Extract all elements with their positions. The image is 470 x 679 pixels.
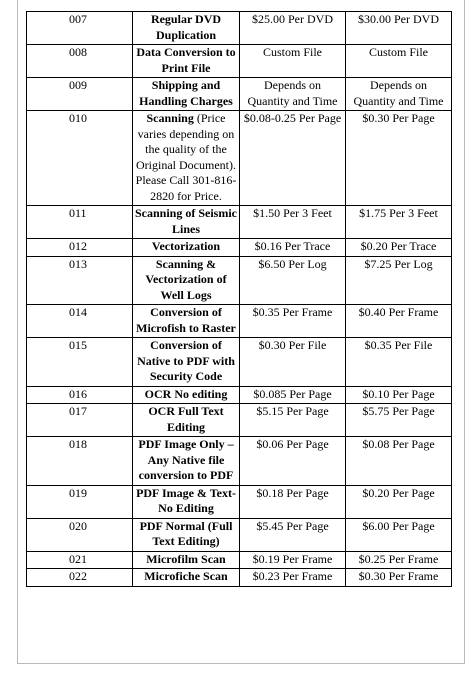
service-name: Scanning — [146, 111, 194, 125]
price-a: $0.085 Per Page — [240, 386, 346, 404]
price-a: $0.18 Per Page — [240, 485, 346, 518]
price-b: $1.75 Per 3 Feet — [346, 206, 452, 239]
table-row — [27, 518, 452, 551]
price-a: Custom File — [240, 45, 346, 78]
price-b: $0.30 Per Page — [346, 111, 452, 206]
service-cell — [133, 518, 240, 551]
item-code: 007 — [27, 12, 133, 45]
price-b: Depends on Quantity and Time — [346, 78, 452, 111]
service-name: OCR No editing — [144, 386, 228, 401]
service-name: PDF Image Only – Any Native file conversion to PDF — [138, 437, 234, 482]
price-table — [26, 11, 452, 587]
price-b: $0.10 Per Page — [346, 386, 452, 404]
price-a: $0.16 Per Trace — [240, 239, 346, 257]
service-name: Shipping and Handling Charges — [139, 78, 233, 108]
item-code: 017 — [27, 404, 133, 437]
price-table-body — [27, 12, 452, 587]
price-b: $0.08 Per Page — [346, 437, 452, 486]
service-cell — [133, 111, 240, 206]
table-row — [27, 305, 452, 338]
service-cell — [133, 404, 240, 437]
price-a: $1.50 Per 3 Feet — [240, 206, 346, 239]
price-a: $0.30 Per File — [240, 338, 346, 387]
table-row — [27, 386, 452, 404]
table-row — [27, 239, 452, 257]
item-code: 015 — [27, 338, 133, 387]
price-b: $0.40 Per Frame — [346, 305, 452, 338]
table-row — [27, 404, 452, 437]
service-name: Conversion of Microfish to Raster — [136, 305, 236, 335]
service-name: PDF Image & Text-No Editing — [136, 485, 236, 515]
table-row — [27, 569, 452, 587]
price-a: $0.23 Per Frame — [240, 569, 346, 587]
service-name: Scanning & Vectorization of Well Logs — [145, 256, 227, 302]
table-row — [27, 12, 452, 45]
service-cell — [133, 569, 240, 587]
service-cell — [133, 256, 240, 305]
item-code: 020 — [27, 518, 133, 551]
table-row — [27, 78, 452, 111]
price-b: $0.25 Per Frame — [346, 551, 452, 569]
price-b: $0.30 Per Frame — [346, 569, 452, 587]
service-name: Microfilm Scan — [146, 551, 226, 566]
service-name: Conversion of Native to PDF with Security Code — [137, 338, 235, 383]
table-row — [27, 338, 452, 387]
price-b: $0.20 Per Page — [346, 485, 452, 518]
service-name: Vectorization — [151, 239, 221, 253]
item-code: 019 — [27, 485, 133, 518]
service-name: Data Conversion to Print File — [136, 45, 236, 75]
service-name: Scanning of Seismic Lines — [135, 206, 238, 236]
price-a: $5.45 Per Page — [240, 518, 346, 551]
service-cell — [133, 206, 240, 239]
table-row — [27, 256, 452, 305]
table-row — [27, 437, 452, 486]
table-row — [27, 111, 452, 206]
service-cell — [133, 485, 240, 518]
table-row — [27, 485, 452, 518]
service-cell — [133, 12, 240, 45]
table-row — [27, 206, 452, 239]
price-a: $0.06 Per Page — [240, 437, 346, 486]
item-code: 018 — [27, 437, 133, 486]
item-code: 009 — [27, 78, 133, 111]
price-b: $6.00 Per Page — [346, 518, 452, 551]
service-name: Microfiche Scan — [144, 569, 228, 583]
item-code: 008 — [27, 45, 133, 78]
price-a: $5.15 Per Page — [240, 404, 346, 437]
price-b: $7.25 Per Log — [346, 256, 452, 305]
price-a: $0.19 Per Frame — [240, 551, 346, 569]
service-cell — [133, 338, 240, 387]
price-b: Custom File — [346, 45, 452, 78]
service-note: (Price varies depending on the quality of the Original Document). Please Call 301-816-2820 for Price. — [135, 111, 237, 203]
price-a: $6.50 Per Log — [240, 256, 346, 305]
table-row — [27, 551, 452, 569]
item-code: 011 — [27, 206, 133, 239]
service-cell — [133, 437, 240, 486]
item-code: 016 — [27, 386, 133, 404]
item-code: 012 — [27, 239, 133, 257]
service-cell — [133, 386, 240, 404]
service-name: PDF Normal (Full Text Editing) — [139, 518, 233, 548]
service-name: Regular DVD Duplication — [150, 12, 222, 42]
service-cell — [133, 78, 240, 111]
price-b: $30.00 Per DVD — [346, 12, 452, 45]
service-cell — [133, 45, 240, 78]
item-code: 022 — [27, 569, 133, 587]
service-cell — [133, 305, 240, 338]
service-cell — [133, 551, 240, 569]
price-b: $0.35 Per File — [346, 338, 452, 387]
service-cell — [133, 239, 240, 257]
item-code: 021 — [27, 551, 133, 569]
price-a: $0.08-0.25 Per Page — [240, 111, 346, 206]
item-code: 014 — [27, 305, 133, 338]
service-name: OCR Full Text Editing — [148, 404, 224, 434]
price-a: Depends on Quantity and Time — [240, 78, 346, 111]
item-code: 013 — [27, 256, 133, 305]
price-a: $25.00 Per DVD — [240, 12, 346, 45]
price-b: $5.75 Per Page — [346, 404, 452, 437]
table-row — [27, 45, 452, 78]
price-a: $0.35 Per Frame — [240, 305, 346, 338]
item-code: 010 — [27, 111, 133, 206]
price-b: $0.20 Per Trace — [346, 239, 452, 257]
